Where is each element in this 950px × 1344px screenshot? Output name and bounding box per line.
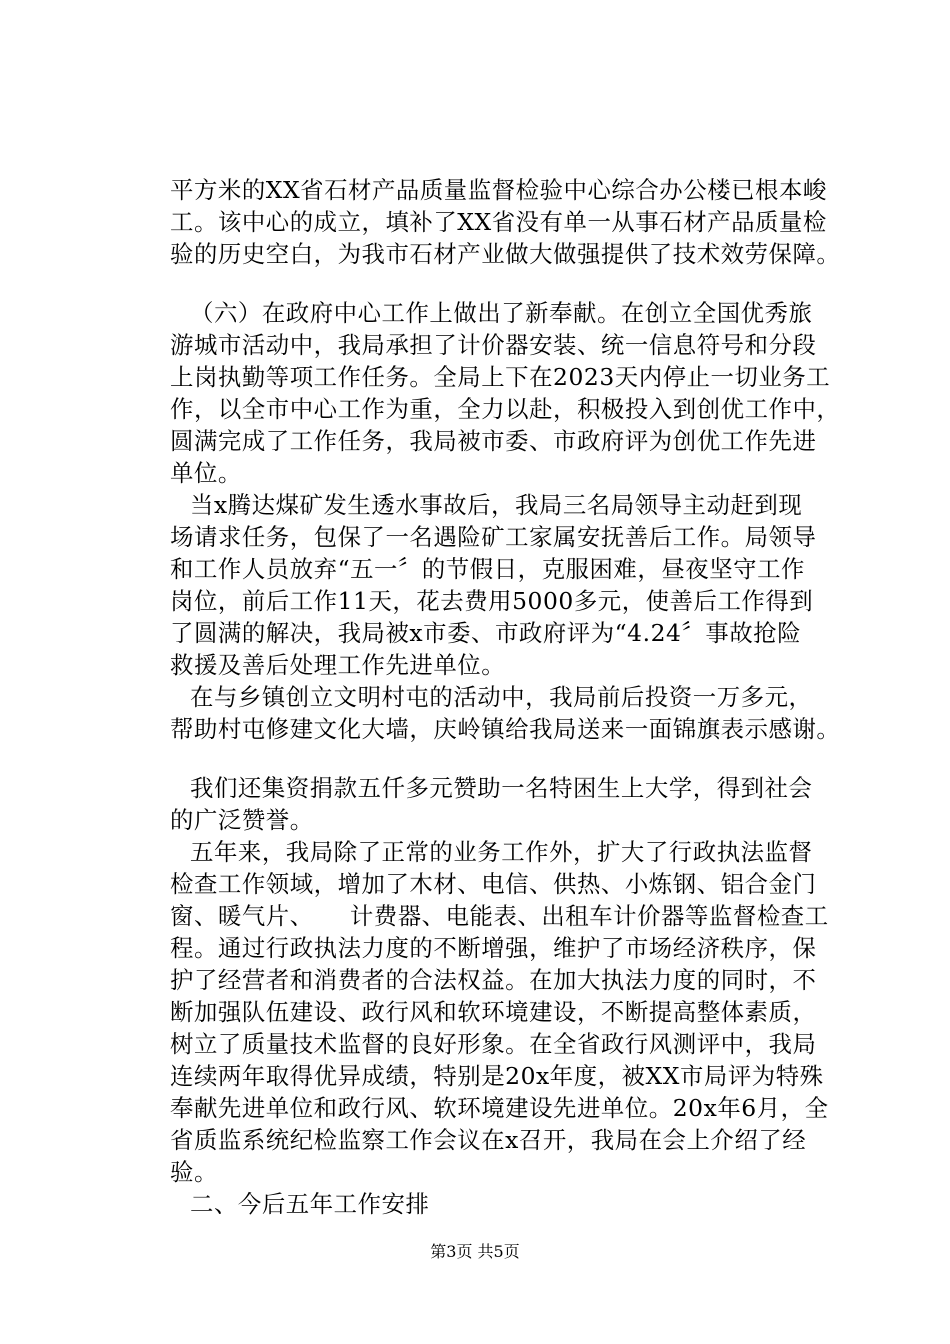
section-heading: 二、今后五年工作安排	[190, 1190, 430, 1218]
text-line: 帮助村屯修建文化大墙，庆岭镇给我局送来一面锦旗表示感谢。	[170, 715, 841, 743]
text-line: 圆满完成了工作任务，我局被市委、市政府评为创优工作先进	[170, 427, 817, 455]
text-line: 和工作人员放弃“五一〞的节假日，克服困难，昼夜坚守工作	[170, 555, 805, 583]
text-line: 奉献先进单位和政行风、软环境建设先进单位。20x年6月，全	[170, 1094, 829, 1122]
text-line: 上岗执勤等项工作任务。全局上下在2023天内停止一切业务工	[170, 363, 831, 391]
text-line: 省质监系统纪检监察工作会议在x召开，我局在会上介绍了经	[170, 1126, 807, 1154]
text-line: 平方米的XX省石材产品质量监督检验中心综合办公楼已根本峻	[170, 176, 827, 204]
text-line: 场请求任务，包保了一名遇险矿工家属安抚善后工作。局领导	[170, 523, 817, 551]
text-line: 单位。	[170, 459, 242, 487]
text-line: 的广泛赞誉。	[170, 806, 314, 834]
text-line: 程。通过行政执法力度的不断增强，维护了市场经济秩序，保	[170, 934, 817, 962]
text-line: 五年来，我局除了正常的业务工作外，扩大了行政执法监督	[190, 838, 813, 866]
text-line: （六）在政府中心工作上做出了新奉献。在创立全国优秀旅	[190, 299, 813, 327]
text-line: 游城市活动中，我局承担了计价器安装、统一信息符号和分段	[170, 331, 817, 359]
text-line: 作，以全市中心工作为重，全力以赴，积极投入到创优工作中，	[170, 395, 841, 423]
text-line: 检查工作领域，增加了木材、电信、供热、小炼钢、铝合金门	[170, 870, 817, 898]
text-line: 当x腾达煤矿发生透水事故后，我局三名局领导主动赶到现	[190, 491, 803, 519]
text-line: 在与乡镇创立文明村屯的活动中，我局前后投资一万多元，	[190, 683, 813, 711]
text-line: 连续两年取得优异成绩，特别是20x年度，被XX市局评为特殊	[170, 1062, 824, 1090]
text-line: 救援及善后处理工作先进单位。	[170, 651, 506, 679]
text-line: 树立了质量技术监督的良好形象。在全省政行风测评中，我局	[170, 1030, 817, 1058]
text-line: 断加强队伍建设、政行风和软环境建设，不断提高整体素质，	[170, 998, 817, 1026]
text-line: 工。该中心的成立，填补了XX省没有单一从事石材产品质量检	[170, 208, 827, 236]
text-line: 我们还集资捐款五仟多元赞助一名特困生上大学，得到社会	[190, 774, 813, 802]
text-line: 验。	[170, 1158, 218, 1186]
text-line: 护了经营者和消费者的合法权益。在加大执法力度的同时，不	[170, 966, 817, 994]
page-footer: 第3页 共5页	[430, 1242, 520, 1261]
text-line: 了圆满的解决，我局被x市委、市政府评为“4.24〞事故抢险	[170, 619, 802, 647]
text-line: 窗、暖气片、 计费器、电能表、出租车计价器等监督检查工	[170, 902, 829, 930]
text-line: 岗位，前后工作11天，花去费用5000多元，使善后工作得到	[170, 587, 814, 615]
text-line: 验的历史空白，为我市石材产业做大做强提供了技术效劳保障。	[170, 240, 841, 268]
